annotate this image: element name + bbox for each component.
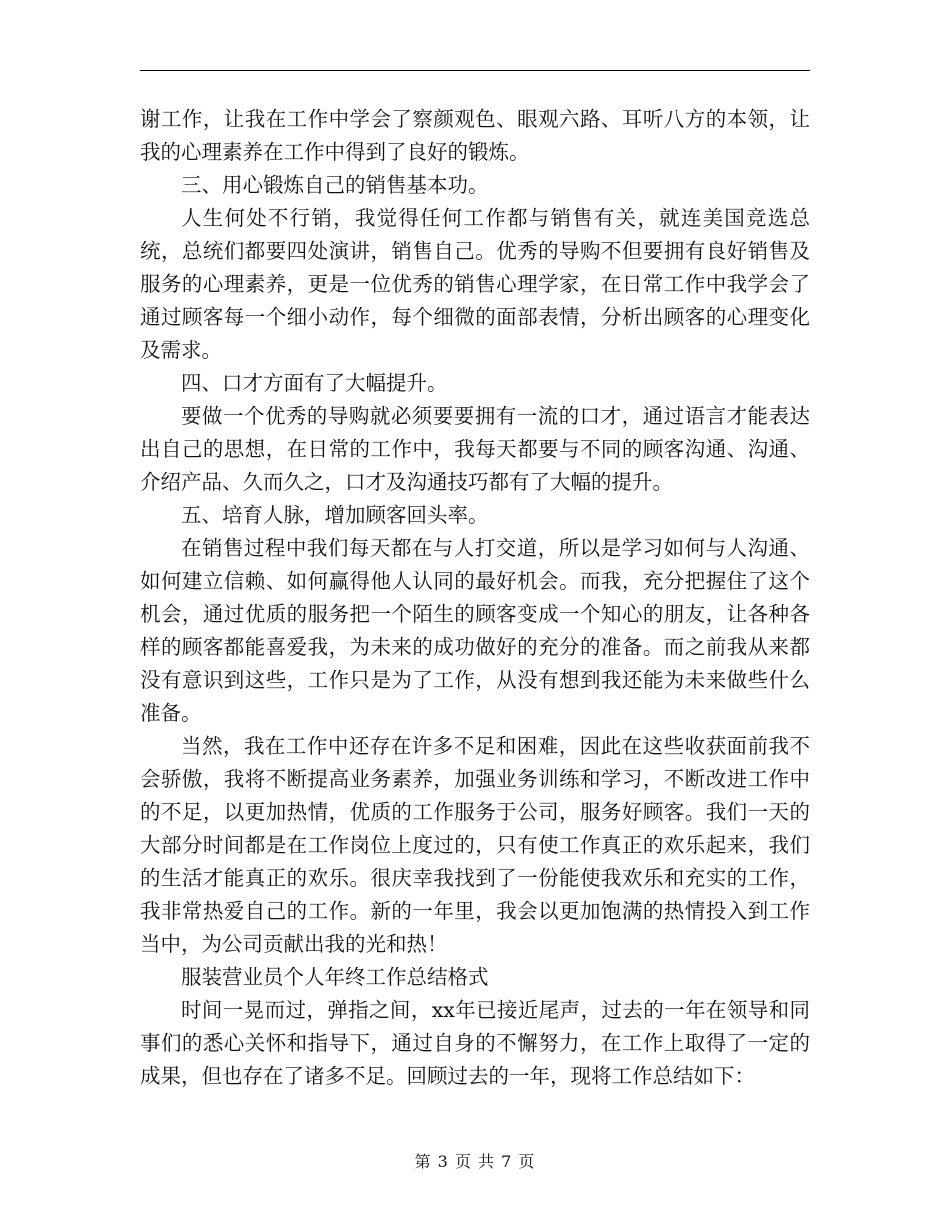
section-heading-4: 四、口才方面有了大幅提升。 bbox=[181, 371, 448, 395]
header-rule bbox=[140, 70, 810, 71]
paragraph-4: 要做一个优秀的导购就必须要要拥有一流的口才，通过语言才能表达出自己的思想，在日常的工作中，我每天都要与不同的顾客沟通、沟通、介绍产品、久而久之，口才及沟通技巧都有了大幅的提升。 bbox=[140, 404, 810, 494]
paragraph-9: 时间一晃而过，弹指之间，xx年已接近尾声，过去的一年在领导和同事们的悉心关怀和指导下，通过自身的不懈努力，在工作上取得了一定的成果，但也存在了诸多不足。回顾过去的一年，现将工作总结如下： bbox=[140, 998, 810, 1088]
paragraph-0: 谢工作，让我在工作中学会了察颜观色、眼观六路、耳听八方的本领，让我的心理素养在工作中得到了良好的锻炼。 bbox=[140, 107, 810, 164]
section-heading-5: 五、培育人脉，增加顾客回头率。 bbox=[181, 503, 489, 527]
section-heading-3: 三、用心锻炼自己的销售基本功。 bbox=[181, 173, 489, 197]
paragraph-6: 在销售过程中我们每天都在与人打交道，所以是学习如何与人沟通、如何建立信赖、如何赢得他人认同的最好机会。而我，充分把握住了这个机会，通过优质的服务把一个陌生的顾客变成一个知心的朋友，让各种各样的顾客都能喜爱我，为未来的成功做好的充分的准备。而之前我从来都没有意识到这些，工作只是为了工作，从没有想到我还能为未来做些什么准备。 bbox=[140, 536, 810, 725]
document-title: 服装营业员个人年终工作总结格式 bbox=[181, 965, 489, 989]
page-number-footer: 第 3 页 共 7 页 bbox=[414, 1152, 536, 1171]
paragraph-2: 人生何处不行销，我觉得任何工作都与销售有关，就连美国竞选总统，总统们都要四处演讲，销售自己。优秀的导购不但要拥有良好销售及服务的心理素养，更是一位优秀的销售心理学家，在日常工作中我学会了通过顾客每一个细小动作，每个细微的面部表情，分析出顾客的心理变化及需求。 bbox=[140, 206, 810, 362]
paragraph-7: 当然，我在工作中还存在许多不足和困难，因此在这些收获面前我不会骄傲，我将不断提高业务素养，加强业务训练和学习，不断改进工作中的不足，以更加热情，优质的工作服务于公司，服务好顾客。我们一天的大部分时间都是在工作岗位上度过的，只有使工作真正的欢乐起来，我们的生活才能真正的欢乐。很庆幸我找到了一份能使我欢乐和充实的工作，我非常热爱自己的工作。新的一年里，我会以更加饱满的热情投入到工作当中，为公司贡献出我的光和热！ bbox=[140, 734, 810, 956]
document-body bbox=[140, 103, 810, 1093]
